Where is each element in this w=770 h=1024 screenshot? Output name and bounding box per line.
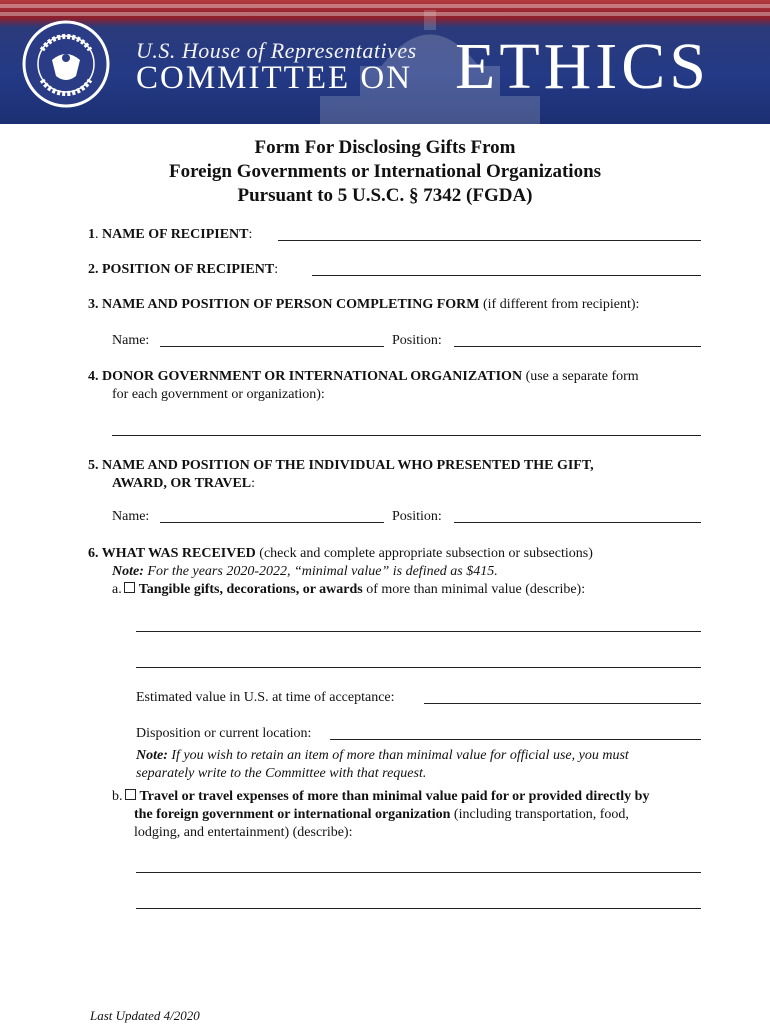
q2-colon: : (274, 262, 279, 277)
q6b-row-3: lodging, and entertainment) (describe): (134, 825, 353, 840)
q4-note: (use a separate form (522, 369, 639, 384)
q6a-letter: a. (112, 582, 122, 597)
q6a-row (112, 581, 585, 599)
recipient-position-field[interactable] (312, 275, 701, 276)
retain-note-2: separately write to the Committee with that request. (136, 766, 427, 781)
q6b-letter: b. (112, 789, 123, 804)
q6-note: (check and complete appropriate subsection or subsections) (255, 546, 593, 561)
disposition-field[interactable] (330, 739, 701, 740)
title-line-2: Foreign Governments or International Organizations (168, 161, 602, 182)
presenter-position-field[interactable] (454, 522, 701, 523)
q3-label (88, 296, 639, 314)
q5-text-2: AWARD, OR TRAVEL (112, 476, 252, 491)
q2-label (88, 261, 278, 279)
disposition-label: Disposition or current location: (136, 726, 312, 741)
title-line-3: Pursuant to 5 U.S.C. § 7342 (FGDA) (237, 185, 533, 206)
q6-label (88, 545, 593, 563)
q6-note-text: For the years 2020-2022, “minimal value” is defined as $415. (143, 564, 498, 579)
presenter-name-field[interactable] (160, 522, 384, 523)
q6b-rest-2: (including transportation, food, (450, 807, 629, 822)
form-title (0, 136, 770, 208)
q4-label (88, 368, 639, 386)
estimated-value-label: Estimated value in U.S. at time of acceptance: (136, 690, 395, 705)
travel-description-field-1[interactable] (136, 872, 701, 873)
last-updated: Last Updated 4/2020 (90, 1008, 200, 1023)
tangible-gift-description-field-1[interactable] (136, 631, 701, 632)
retain-note-bold: Note: (136, 748, 168, 763)
q3-text: 3. NAME AND POSITION OF PERSON COMPLETING FORM (88, 297, 480, 312)
completer-position-field[interactable] (454, 346, 701, 347)
banner-ethics: ETHICS (455, 30, 710, 103)
q1-text: NAME OF RECIPIENT (102, 227, 249, 242)
banner-committee: COMMITTEE ON (136, 60, 413, 96)
retain-note (136, 747, 629, 765)
q6a-rest: of more than minimal value (describe): (362, 582, 586, 597)
q5-name-label: Name: (112, 509, 150, 524)
header-banner (0, 0, 770, 124)
q3-note: (if different from recipient): (479, 297, 640, 312)
q6-note-bold: Note: (112, 564, 144, 579)
q6-minimal-value-note (112, 563, 498, 581)
q4-text: 4. DONOR GOVERNMENT OR INTERNATIONAL ORGANIZATION (88, 369, 523, 384)
travel-description-field-2[interactable] (136, 908, 701, 909)
q6b-row-2 (134, 806, 629, 824)
q5-text: 5. NAME AND POSITION OF THE INDIVIDUAL WHO PRESENTED THE GIFT, (88, 458, 594, 473)
q5-colon: : (251, 476, 256, 491)
q6b-row (112, 788, 649, 806)
estimated-value-field[interactable] (424, 703, 701, 704)
q2-text: 2. POSITION OF RECIPIENT (88, 262, 275, 277)
q3-name-label: Name: (112, 333, 150, 348)
q6a-bold: Tangible gifts, decorations, or awards (138, 582, 363, 597)
q1-colon: : (248, 227, 253, 242)
title-line-1: Form For Disclosing Gifts From (254, 137, 516, 158)
recipient-name-field[interactable] (278, 240, 701, 241)
q5-label-2 (112, 475, 255, 493)
q6b-bold-2: the foreign government or international organization (134, 807, 451, 822)
q4-note-2: for each government or organization): (112, 387, 325, 402)
tangible-gift-description-field-2[interactable] (136, 667, 701, 668)
house-seal-icon (22, 20, 110, 108)
q6b-bold-1: Travel or travel expenses of more than minimal value paid for or provided directly by (139, 789, 650, 804)
q5-label (88, 457, 594, 475)
retain-note-text-1: If you wish to retain an item of more than minimal value for official use, you must (167, 748, 629, 763)
completer-name-field[interactable] (160, 346, 384, 347)
q1-number: 1 (88, 227, 95, 242)
banner-subtitle: U.S. House of Representatives (136, 38, 417, 63)
q6b-checkbox[interactable] (125, 789, 136, 800)
q1-label: 1. NAME OF RECIPIENT: (88, 227, 253, 242)
donor-field[interactable] (112, 435, 701, 436)
q5-position-label: Position: (392, 509, 442, 524)
q6-text: 6. WHAT WAS RECEIVED (88, 546, 256, 561)
q6a-checkbox[interactable] (124, 582, 135, 593)
q3-position-label: Position: (392, 333, 442, 348)
